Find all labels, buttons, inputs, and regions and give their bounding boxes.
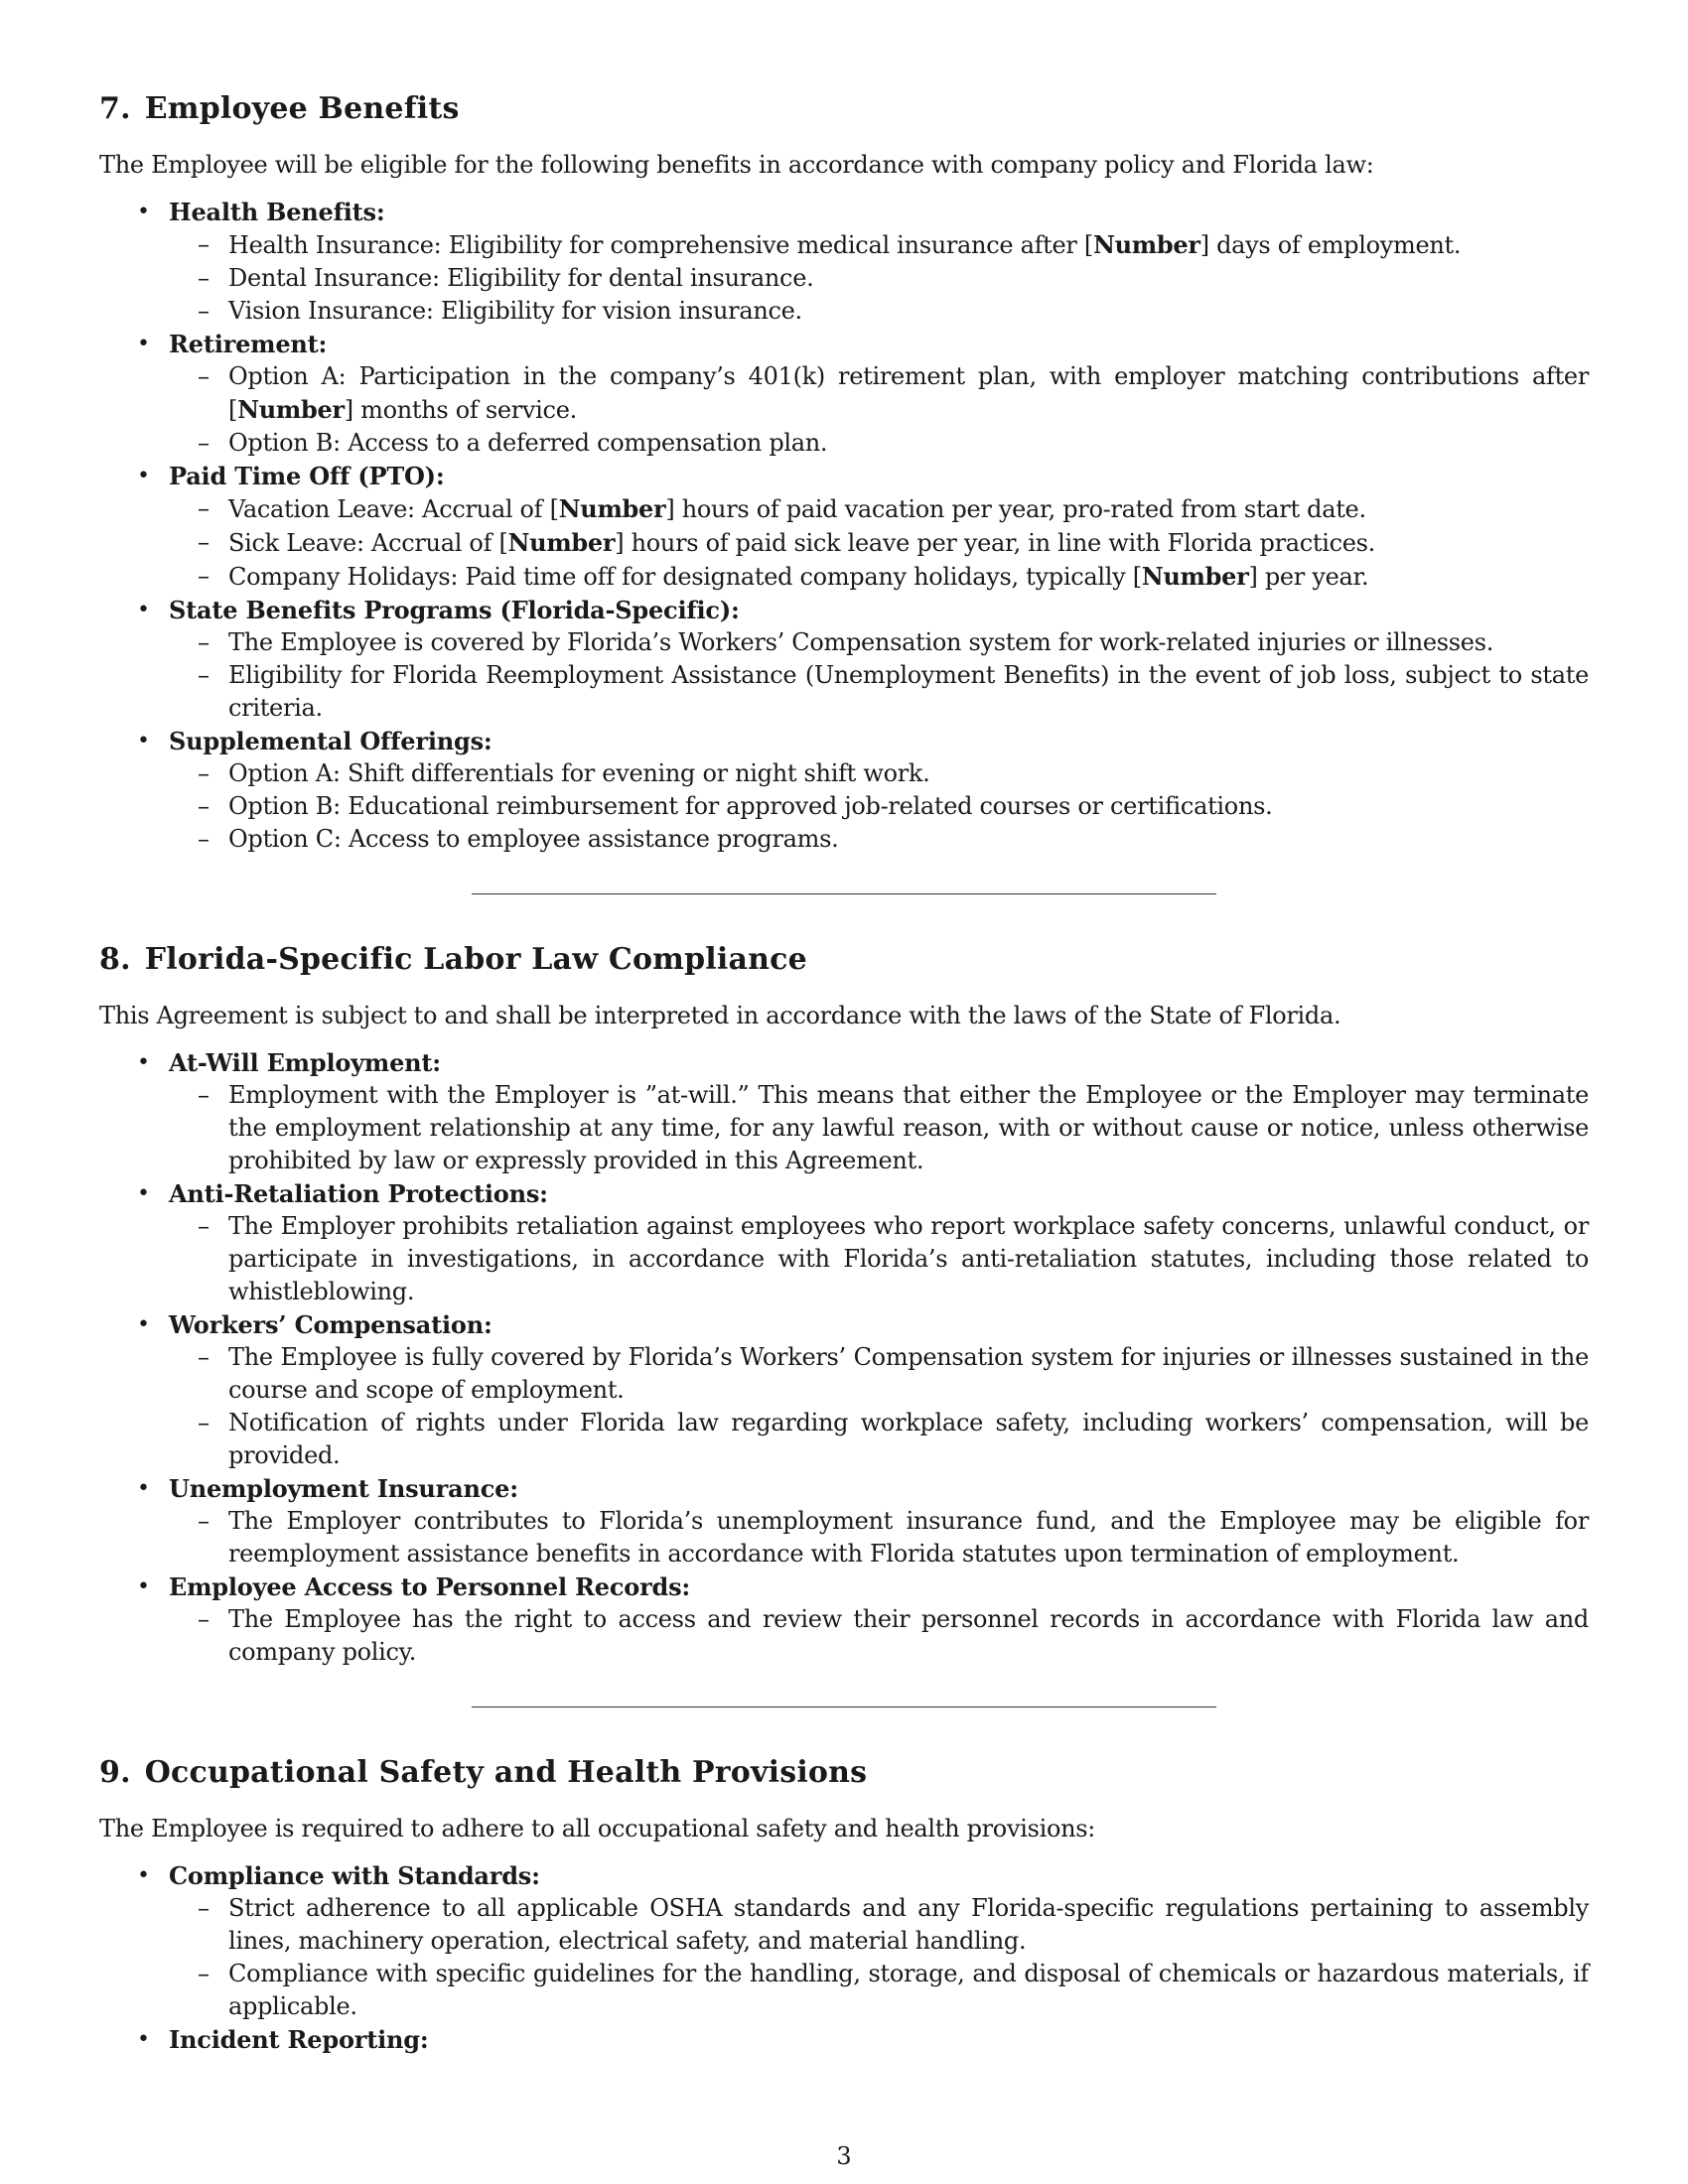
sub-text: Option C: Access to employee assistance programs.: [228, 825, 839, 853]
item-label: Paid Time Off (PTO):: [169, 462, 445, 490]
sub-list: [169, 1892, 1589, 2023]
sub-list-item: [169, 560, 1589, 594]
sub-list-item: [169, 360, 1589, 427]
list-item: [99, 196, 1589, 328]
list-item: [99, 594, 1589, 725]
sub-text: ] months of service.: [344, 396, 577, 424]
section-heading: [99, 1751, 1589, 1795]
section-divider: [472, 893, 1216, 894]
item-label: Health Benefits:: [169, 198, 385, 226]
sub-list-item: [169, 262, 1589, 295]
section-number: 8.: [99, 942, 131, 977]
sub-list: [169, 492, 1589, 594]
dash-icon: –: [198, 1507, 210, 1535]
sub-list-item: [169, 823, 1589, 856]
sub-list-item: [169, 659, 1589, 725]
section-heading: [99, 87, 1589, 131]
dash-icon: –: [198, 661, 210, 689]
section-title: Employee Benefits: [144, 91, 460, 126]
item-label: Anti-Retaliation Protections:: [169, 1179, 548, 1208]
bullet-icon: •: [137, 1181, 150, 1206]
sub-text: Dental Insurance: Eligibility for dental insurance.: [228, 264, 814, 292]
item-label: Supplemental Offerings:: [169, 727, 492, 755]
sub-list: [169, 1341, 1589, 1472]
sub-text: Sick Leave: Accrual of [: [228, 529, 508, 557]
sub-list-item: [169, 1958, 1589, 2023]
sub-text: ] hours of paid vacation per year, pro-rated from start date.: [665, 495, 1366, 523]
sub-list-item: [169, 757, 1589, 790]
sub-list-item: [169, 295, 1589, 328]
dash-icon: –: [198, 429, 210, 457]
placeholder-number: Number: [1141, 562, 1249, 591]
sub-list: [169, 1210, 1589, 1308]
list-item: [99, 725, 1589, 856]
sub-list-item: [169, 1603, 1589, 1669]
item-label: Incident Reporting:: [169, 2025, 429, 2054]
sub-list: [169, 626, 1589, 725]
sub-text: Option B: Access to a deferred compensation plan.: [228, 429, 828, 457]
sub-text: The Employee is covered by Florida’s Workers’ Compensation system for work-related injuries or illnesses.: [228, 628, 1494, 656]
bullet-icon: •: [137, 2027, 150, 2052]
document-body: [99, 87, 1589, 2056]
section-divider: [472, 1706, 1216, 1707]
sub-list-item: [169, 1407, 1589, 1472]
sub-text: Option A: Participation in the company’s 401(k) retirement plan, with employer matching contributions after [: [228, 362, 1589, 424]
sub-text: Health Insurance: Eligibility for comprehensive medical insurance after [: [228, 231, 1093, 259]
bullet-icon: •: [137, 1574, 150, 1599]
dash-icon: –: [198, 1960, 210, 1987]
sub-list-item: [169, 228, 1589, 262]
list-item: [99, 1046, 1589, 1177]
sub-list-item: [169, 1505, 1589, 1570]
section-heading: [99, 938, 1589, 982]
sub-list-item: [169, 1892, 1589, 1958]
bullet-icon: •: [137, 332, 150, 356]
bullet-icon: •: [137, 200, 150, 224]
sub-list-item: [169, 526, 1589, 560]
sub-text: The Employee is fully covered by Florida’s Workers’ Compensation system for injuries or illnesses sustained in the course and scope of employment.: [228, 1343, 1589, 1404]
bullet-icon: •: [137, 1476, 150, 1501]
item-label: Unemployment Insurance:: [169, 1474, 518, 1503]
list-item: [99, 1308, 1589, 1472]
sub-list: [169, 228, 1589, 328]
bullet-icon: •: [137, 729, 150, 753]
sub-text: The Employee has the right to access and review their personnel records in accordance with Florida law and company policy.: [228, 1605, 1589, 1666]
sub-list-item: [169, 427, 1589, 460]
sub-list-item: [169, 626, 1589, 659]
sub-list: [169, 757, 1589, 856]
dash-icon: –: [198, 628, 210, 656]
list-item: [99, 1570, 1589, 1669]
section-9: [99, 1751, 1589, 2056]
placeholder-number: Number: [1093, 230, 1200, 259]
sub-list: [169, 1603, 1589, 1669]
sub-text: ] days of employment.: [1199, 231, 1462, 259]
placeholder-number: Number: [237, 395, 345, 424]
dash-icon: –: [198, 759, 210, 787]
sub-text: The Employer prohibits retaliation against employees who report workplace safety concerns, unlawful conduct, or participate in investigations, in accordance with Florida’s anti-retaliation statutes, including those related to whistleblowing.: [228, 1212, 1589, 1305]
dash-icon: –: [198, 562, 210, 590]
list-item: [99, 2023, 1589, 2056]
sub-list-item: [169, 1210, 1589, 1308]
section-title: Florida-Specific Labor Law Compliance: [144, 942, 807, 977]
sub-list: [169, 360, 1589, 460]
placeholder-number: Number: [507, 528, 616, 557]
sub-text: Vacation Leave: Accrual of [: [228, 495, 559, 523]
sub-text: ] per year.: [1248, 563, 1369, 591]
list-item: [99, 1177, 1589, 1308]
item-label: Workers’ Compensation:: [169, 1310, 492, 1339]
list-item: [99, 1472, 1589, 1570]
page-number: 3: [836, 2142, 852, 2170]
bullet-list: [99, 1046, 1589, 1669]
dash-icon: –: [198, 230, 210, 258]
section-7: [99, 87, 1589, 856]
bullet-icon: •: [137, 1312, 150, 1337]
list-item: [99, 460, 1589, 594]
sub-text: The Employer contributes to Florida’s unemployment insurance fund, and the Employee may be eligible for reemployment assistance benefits in accordance with Florida statutes upon termination of employment.: [228, 1507, 1589, 1568]
bullet-list: [99, 196, 1589, 856]
list-item: [99, 328, 1589, 460]
placeholder-number: Number: [558, 494, 666, 523]
sub-text: Strict adherence to all applicable OSHA standards and any Florida-specific regulations pertaining to assembly lines, machinery operation, electrical safety, and material handling.: [228, 1894, 1589, 1955]
sub-text: Eligibility for Florida Reemployment Assistance (Unemployment Benefits) in the event of job loss, subject to state criteria.: [228, 661, 1589, 722]
sub-text: Vision Insurance: Eligibility for vision insurance.: [228, 297, 802, 325]
item-label: Compliance with Standards:: [169, 1861, 540, 1890]
sub-text: ] hours of paid sick leave per year, in line with Florida practices.: [615, 529, 1375, 557]
dash-icon: –: [198, 792, 210, 820]
sub-text: Employment with the Employer is ”at-will.” This means that either the Employee or the Employer may terminate the employment relationship at any time, for any lawful reason, with or without cause or notice, unless otherwise prohibited by law or expressly provided in this Agreement.: [228, 1081, 1589, 1174]
list-item: [99, 1859, 1589, 2023]
sub-list-item: [169, 1079, 1589, 1177]
item-label: State Benefits Programs (Florida-Specific):: [169, 596, 740, 624]
bullet-icon: •: [137, 598, 150, 622]
dash-icon: –: [198, 1212, 210, 1240]
dash-icon: –: [198, 297, 210, 325]
item-label: Retirement:: [169, 330, 328, 358]
dash-icon: –: [198, 1081, 210, 1109]
section-intro: The Employee is required to adhere to all occupational safety and health provisions:: [99, 1815, 1096, 1843]
bullet-icon: •: [137, 464, 150, 488]
sub-list: [169, 1079, 1589, 1177]
dash-icon: –: [198, 1605, 210, 1633]
bullet-list: [99, 1859, 1589, 2056]
dash-icon: –: [198, 1894, 210, 1922]
section-8: [99, 938, 1589, 1669]
sub-text: Company Holidays: Paid time off for designated company holidays, typically [: [228, 563, 1142, 591]
section-number: 9.: [99, 1755, 131, 1790]
section-title: Occupational Safety and Health Provisions: [144, 1755, 868, 1790]
section-number: 7.: [99, 91, 131, 126]
item-label: Employee Access to Personnel Records:: [169, 1572, 691, 1601]
sub-list-item: [169, 790, 1589, 823]
dash-icon: –: [198, 1409, 210, 1436]
bullet-icon: •: [137, 1863, 150, 1888]
dash-icon: –: [198, 528, 210, 556]
dash-icon: –: [198, 1343, 210, 1371]
sub-list: [169, 1505, 1589, 1570]
dash-icon: –: [198, 264, 210, 292]
bullet-icon: •: [137, 1050, 150, 1075]
dash-icon: –: [198, 825, 210, 853]
sub-text: Option B: Educational reimbursement for approved job-related courses or certifications.: [228, 792, 1273, 820]
sub-text: Compliance with specific guidelines for the handling, storage, and disposal of chemicals or hazardous materials, if applicable.: [228, 1960, 1589, 2020]
dash-icon: –: [198, 494, 210, 522]
sub-text: Option A: Shift differentials for evening or night shift work.: [228, 759, 930, 787]
sub-list-item: [169, 492, 1589, 526]
section-intro: The Employee will be eligible for the following benefits in accordance with company policy and Florida law:: [99, 151, 1374, 179]
sub-list-item: [169, 1341, 1589, 1407]
section-intro: This Agreement is subject to and shall be interpreted in accordance with the laws of the State of Florida.: [99, 1002, 1341, 1029]
item-label: At-Will Employment:: [169, 1048, 441, 1077]
sub-text: Notification of rights under Florida law regarding workplace safety, including workers’ compensation, will be provided.: [228, 1409, 1589, 1469]
dash-icon: –: [198, 362, 210, 390]
